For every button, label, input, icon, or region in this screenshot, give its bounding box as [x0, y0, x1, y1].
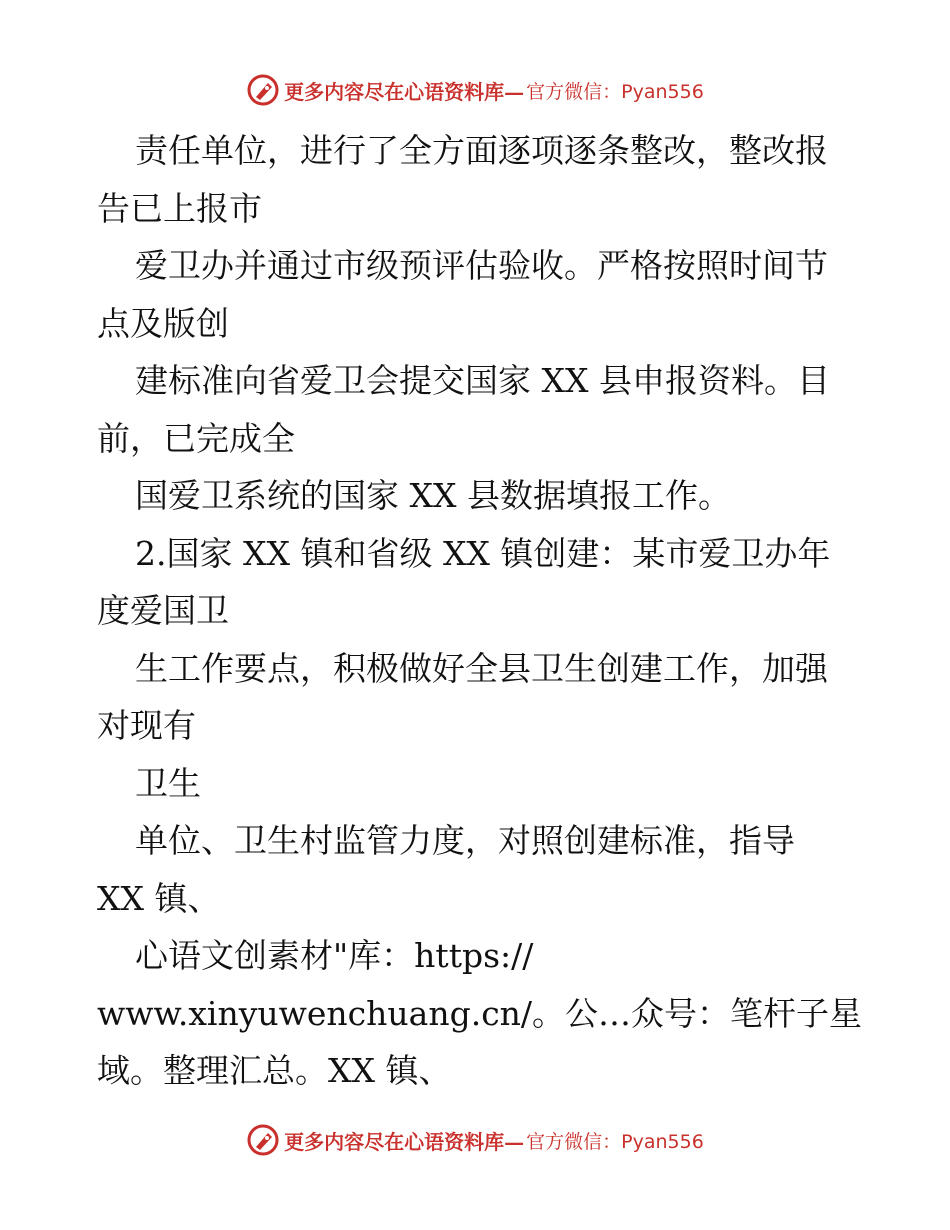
- pen-nib-logo-icon: [246, 1123, 280, 1157]
- body-text-line: 卫生: [135, 763, 201, 803]
- document-body: [97, 122, 867, 1100]
- body-text-line: 度爱国卫: [97, 591, 229, 630]
- footer-banner: [0, 1120, 950, 1160]
- body-text-line: 2.国家 XX 镇和省级 XX 镇创建：某市爱卫办年: [135, 533, 831, 573]
- body-text-line: 点及版创: [97, 303, 229, 343]
- header-banner: [0, 70, 950, 110]
- body-text-line: 生工作要点，积极做好全县卫生创建工作，加强: [135, 648, 828, 688]
- footer-contact-text: 官方微信：Pyan556: [526, 1130, 704, 1153]
- header-promo-text: 更多内容尽在心语资料库—: [284, 79, 525, 104]
- body-text-line: 责任单位，进行了全方面逐项逐条整改，整改报: [135, 131, 828, 170]
- body-text-line: 心语文创素材"库：https://: [135, 936, 534, 975]
- body-text-line: www.xinyuwenchuang.cn/。公…众号：笔杆子星: [97, 993, 863, 1033]
- body-text-line: 域。整理汇总。XX 镇、: [97, 1051, 452, 1090]
- body-text-line: 告已上报市: [97, 188, 262, 228]
- body-text-line: 前，已完成全: [97, 418, 295, 458]
- body-text-line: 对现有: [97, 706, 196, 745]
- footer-promo-text: 更多内容尽在心语资料库—: [284, 1129, 525, 1154]
- pen-nib-logo-icon: [246, 73, 280, 107]
- body-text-line: XX 镇、: [97, 878, 221, 918]
- body-text-line: 单位、卫生村监管力度，对照创建标准，指导: [135, 821, 795, 860]
- body-text-line: 建标准向省爱卫会提交国家 XX 县申报资料。目: [135, 361, 830, 400]
- body-text-line: 国爱卫系统的国家 XX 县数据填报工作。: [135, 476, 731, 515]
- body-text-line: 爱卫办并通过市级预评估验收。严格按照时间节: [135, 246, 828, 285]
- header-contact-text: 官方微信：Pyan556: [526, 80, 704, 103]
